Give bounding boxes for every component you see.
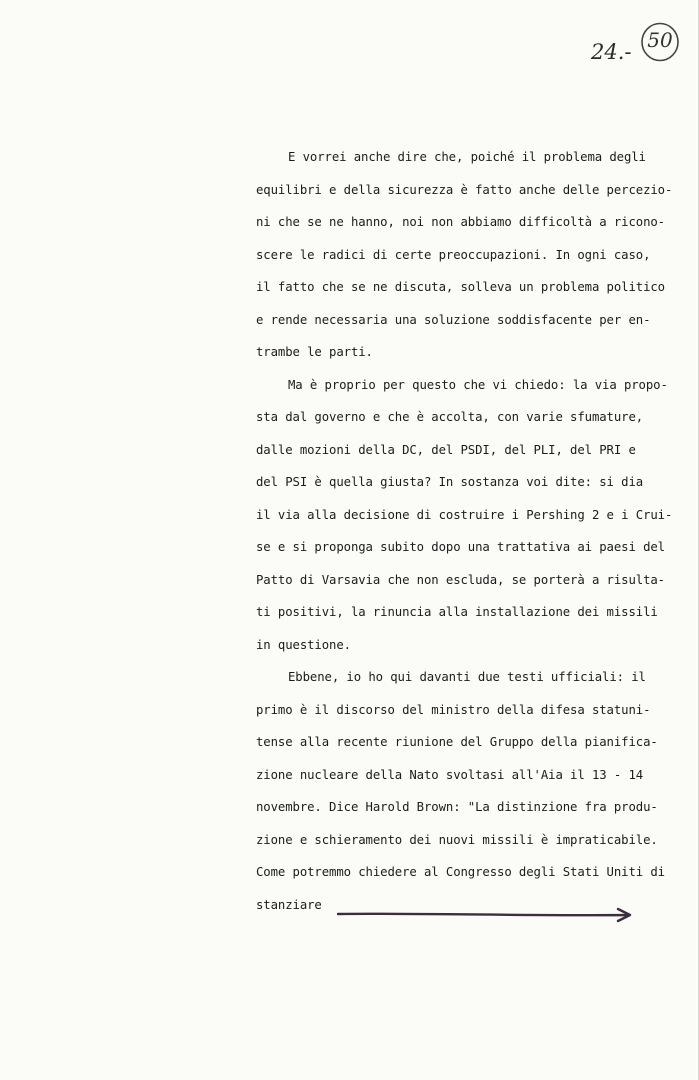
folio-stamp [640,22,680,62]
text-line: sta dal governo e che è accolta, con varie sfumature, [256,410,644,424]
folio-number: 50 [647,28,673,52]
text-line: stanziare [256,897,322,912]
text-line: Ma è proprio per questo che vi chiedo: la via propo- [288,377,668,392]
text-line: tense alla recente riunione del Gruppo della pianifica- [256,735,658,749]
speech-text [256,145,673,925]
text-line: zione nucleare della Nato svoltasi all'Aia il 13 - 14 [256,767,644,782]
text-line: trambe le parti. [256,345,373,359]
text-line: il via alla decisione di costruire i Pershing 2 e i Crui- [256,507,673,522]
text-line: equilibri e della sicurezza è fatto anche delle perceziо- [256,182,673,197]
page-number: 24.- [591,40,632,64]
text-line: Come potremmo chiedere al Congresso degli Stati Uniti di [256,865,665,879]
text-line: dalle mozioni della DC, del PSDI, del PLI, del PRI e [256,442,636,457]
text-line: primo è il discorso del ministro della difesa statuni- [256,702,651,717]
continuation-arrow-icon [336,905,636,925]
text-line: scere le radici di certe preoccupazioni. In ogni caso, [256,247,651,262]
text-line: se e si proponga subito dopo una trattativa ai paesi del [256,540,665,554]
text-line: novembre. Dice Harold Brown: "La distinzione fra produ- [256,800,658,814]
text-line: ni che se ne hanno, noi non abbiamo difficoltà a ricono- [256,215,665,229]
text-line: zione e schieramento dei nuovi missili è impraticabile. [256,832,658,847]
text-line: ti positivi, la rinuncia alla installazione dei missili [256,605,658,619]
text-line: il fatto che se ne discuta, solleva un problema politico [256,280,665,294]
text-line: Ebbene, io ho qui davanti due testi ufficiali: il [288,670,646,684]
text-line: del PSI è quella giusta? In sostanza voi dite: si dia [256,475,644,489]
text-line: in questione. [256,637,351,652]
text-line: Patto di Varsavia che non escluda, se porterà a risulta- [256,572,665,587]
text-line: E vorrei anche dire che, poiché il problema degli [288,150,646,164]
text-line: e rende necessaria una soluzione soddisfacente per en- [256,312,651,327]
